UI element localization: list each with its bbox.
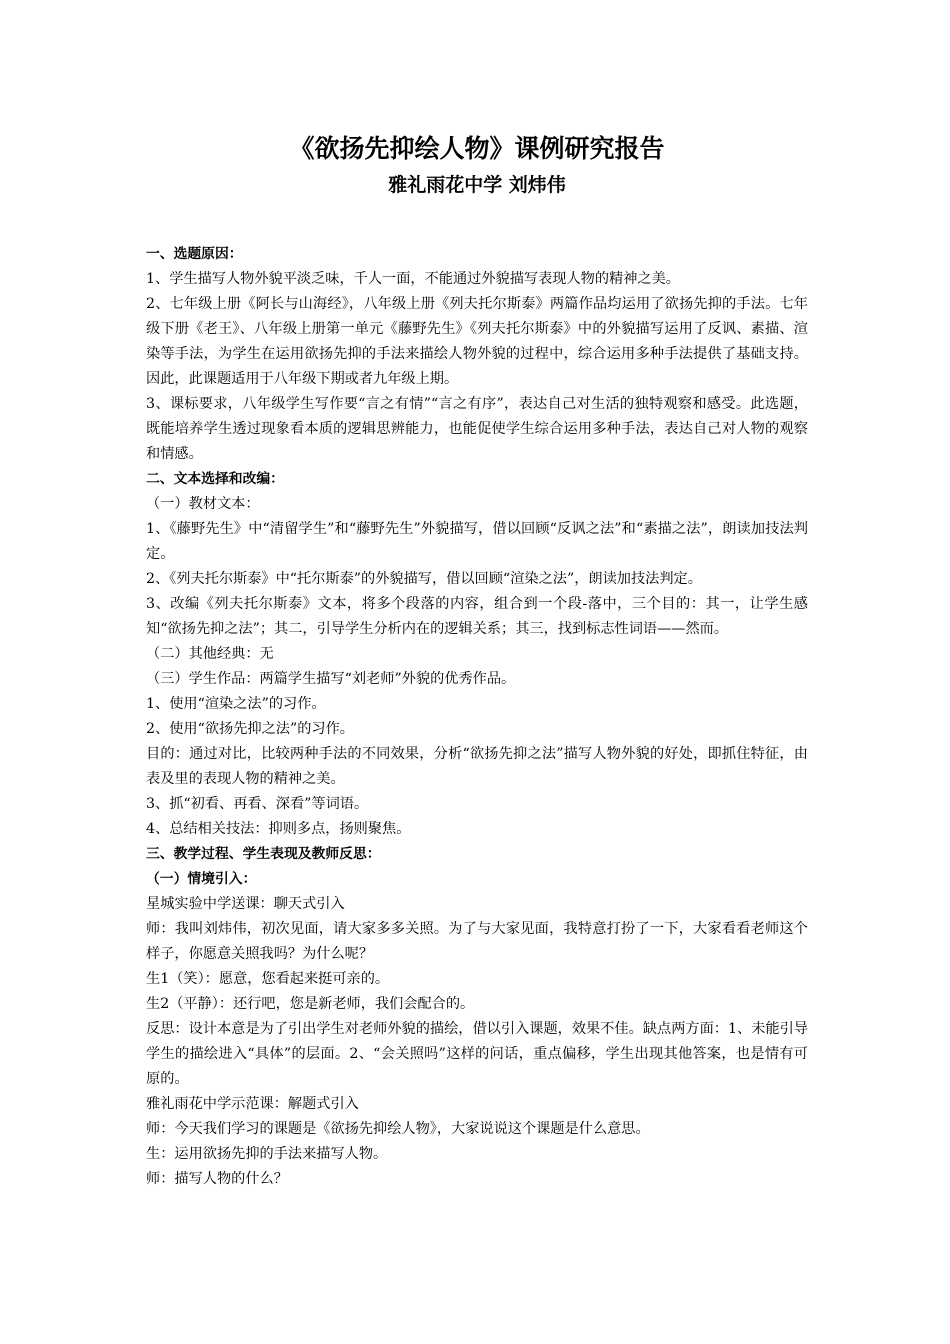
paragraph: 3、课标要求，八年级学生写作要“言之有情”“言之有序”，表达自己对生活的独特观察和感受。此选题，既能培养学生透过现象看本质的逻辑思辨能力，也能促使学生综合运用多种手法，表达自己对人物的观察和情感。 bbox=[146, 396, 808, 462]
section-heading: 三、教学过程、学生表现及教师反思： bbox=[146, 846, 381, 862]
paragraph: 反思：设计本意是为了引出学生对老师外貌的描绘，借以引入课题，效果不佳。缺点两方面：1、未能引导学生的描绘进入“具体”的层面。2、“会关照吗”这样的问话，重点偏移，学生出现其他答案，也是情有可原的。 bbox=[146, 1021, 808, 1087]
paragraph: 目的：通过对比，比较两种手法的不同效果，分析“欲扬先抑之法”描写人物外貌的好处，即抓住特征，由表及里的表现人物的精神之美。 bbox=[146, 746, 808, 787]
document-page bbox=[146, 130, 808, 1192]
document-title: 《欲扬先抑绘人物》课例研究报告 bbox=[289, 134, 665, 163]
paragraph: （二）其他经典：无 bbox=[146, 646, 274, 662]
paragraph: 3、改编《列夫托尔斯泰》文本，将多个段落的内容，组合到一个段-落中，三个目的：其一，让学生感知“欲扬先抑之法”；其二，引导学生分析内在的逻辑关系；其三，找到标志性词语——然而。 bbox=[146, 596, 808, 637]
paragraph: 生2（平静）：还行吧，您是新老师，我们会配合的。 bbox=[146, 996, 475, 1012]
paragraph: 1、《藤野先生》中“清留学生”和“藤野先生”外貌描写，借以回顾“反讽之法”和“素描之法”，朗读加技法判定。 bbox=[146, 521, 808, 562]
paragraph: 3、抓“初看、再看、深看”等词语。 bbox=[146, 796, 369, 812]
paragraph: 师：我叫刘炜伟，初次见面，请大家多多关照。为了与大家见面，我特意打扮了一下，大家看看老师这个样子，你愿意关照我吗？为什么呢？ bbox=[146, 921, 808, 962]
paragraph: （一）教材文本： bbox=[146, 496, 260, 512]
document-body bbox=[146, 242, 808, 1192]
paragraph: 师：描写人物的什么？ bbox=[146, 1171, 288, 1187]
section-heading: （一）情境引入： bbox=[146, 871, 257, 887]
paragraph: 2、使用“欲扬先抑之法”的习作。 bbox=[146, 721, 354, 737]
paragraph: 1、学生描写人物外貌平淡乏味，千人一面，不能通过外貌描写表现人物的精神之美。 bbox=[146, 271, 680, 287]
section-heading: 二、文本选择和改编： bbox=[146, 471, 284, 487]
paragraph: 师：今天我们学习的课题是《欲扬先抑绘人物》，大家说说这个课题是什么意思。 bbox=[146, 1121, 650, 1137]
paragraph: 生：运用欲扬先抑的手法来描写人物。 bbox=[146, 1146, 388, 1162]
paragraph: 2、七年级上册《阿长与山海经》，八年级上册《列夫托尔斯泰》两篇作品均运用了欲扬先抑的手法。七年级下册《老王》、八年级上册第一单元《藤野先生》《列夫托尔斯泰》中的外貌描写运用了反讽、素描、渲染等手法，为学生在运用欲扬先抑的手法来描绘人物外貌的过程中，综合运用多种手法提供了基础支持。因此，此课题适用于八年级下期或者九年级上期。 bbox=[146, 296, 808, 387]
paragraph: 星城实验中学送课：聊天式引入 bbox=[146, 896, 345, 912]
document-subtitle: 雅礼雨花中学 刘炜伟 bbox=[388, 174, 566, 196]
paragraph: 生1（笑）：愿意，您看起来挺可亲的。 bbox=[146, 971, 390, 987]
section-heading: 一、选题原因： bbox=[146, 246, 243, 262]
paragraph: 2、《列夫托尔斯泰》中“托尔斯泰”的外貌描写，借以回顾“渲染之法”，朗读加技法判定。 bbox=[146, 571, 702, 587]
paragraph: 4、总结相关技法：抑则多点，扬则聚焦。 bbox=[146, 821, 411, 837]
paragraph: 雅礼雨花中学示范课：解题式引入 bbox=[146, 1096, 359, 1112]
paragraph: 1、使用“渲染之法”的习作。 bbox=[146, 696, 326, 712]
paragraph: （三）学生作品：两篇学生描写“刘老师”外貌的优秀作品。 bbox=[146, 671, 516, 687]
